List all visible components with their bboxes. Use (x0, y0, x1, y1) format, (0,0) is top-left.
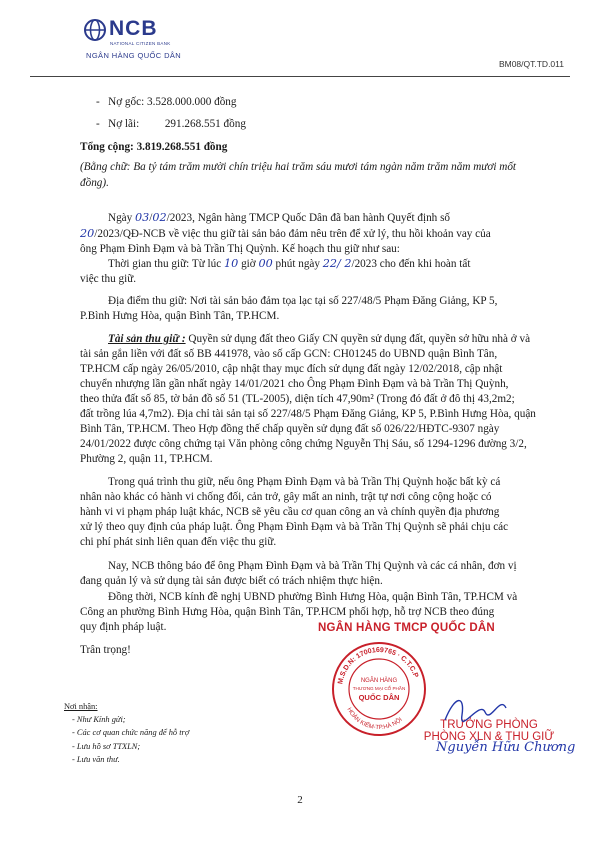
recipient-text: Lưu hồ sơ TTXLN; (76, 741, 141, 751)
total-label: Tổng cộng: (80, 141, 134, 153)
time-line2: việc thu giữ. (80, 273, 137, 285)
warning-line2: nhân nào khác có hành vi chống đối, cản trở, gây mất an ninh, trật tự nơi công cộng hoặc có (80, 491, 492, 503)
page-number: 2 (297, 794, 303, 806)
warning-line3: hành vi vi phạm pháp luật khác, NCB sẽ yêu cầu cơ quan công an và chính quyền địa phương (80, 506, 500, 518)
signatory-organization: NGÂN HÀNG TMCP QUỐC DÂN (318, 622, 495, 634)
bank-name: NGÂN HÀNG QUỐC DÂN (86, 51, 182, 60)
decision-line1 (108, 211, 450, 226)
decision-line3: ông Phạm Đình Đạm và bà Trần Thị Quỳnh. Kế hoạch thu giữ như sau: (80, 243, 400, 255)
interest-label: Nợ lãi: (108, 118, 140, 130)
total-row (80, 140, 227, 155)
principal-row: - Nợ gốc: 3.528.000.000 đồng (96, 96, 237, 108)
stamp-center-line1: NGÂN HÀNG (360, 678, 398, 684)
asset-line9: Phường 2, quận 11, TP.HCM. (80, 453, 213, 465)
amount-in-words-line1: (Bằng chữ: Ba tỷ tám trăm mười chín triệu hai trăm sáu mươi tám ngàn năm trăm năm mươi mốt (80, 161, 517, 173)
handwritten-month: 02 (152, 211, 167, 224)
recipients-block (64, 700, 264, 766)
hour-unit: giờ (241, 258, 256, 270)
recipient-text: Như Kính gửi; (76, 715, 126, 725)
header-divider (30, 76, 570, 77)
recipient-item: - Các cơ quan chức năng để hỗ trợ (72, 728, 190, 738)
asset-line1-text: Quyền sử dụng đất theo Giấy CN quyền sử dụng đất, quyền sở hữu nhà ở và (188, 333, 531, 345)
stamp-outer-text: M.S.D.N: 1700169765 · C.T.C.P (337, 646, 420, 685)
recipient-item: - Lưu văn thư. (72, 754, 120, 764)
asset-line3: TP.HCM cấp ngày 26/05/2010, cập nhật thay mục đích sử dụng đất ngày 12/02/2018, cập nhật (80, 363, 503, 375)
notice-line1: Nay, NCB thông báo để ông Phạm Đình Đạm và bà Trần Thị Quỳnh và các cá nhân, đơn vị (108, 560, 517, 572)
signatory-name: Nguyễn Hữu Chương (436, 740, 576, 755)
stamp-center-line2: THƯƠNG MẠI CỔ PHẦN (352, 686, 406, 691)
recipient-item: - Như Kính gửi; (72, 715, 126, 725)
decision-line2 (80, 227, 491, 242)
total-value: 3.819.268.551 đồng (136, 141, 228, 153)
asset-line1 (108, 332, 530, 347)
asset-heading: Tài sản thu giữ : (108, 333, 186, 345)
location-line2: P.Bình Hưng Hòa, quận Bình Tân, TP.HCM. (80, 310, 280, 322)
decision-day-prefix: Ngày (108, 212, 133, 224)
closing-greeting: Trân trọng! (80, 644, 131, 656)
handwritten-day: 03 (135, 211, 150, 224)
warning-line5: chi phí phát sinh liên quan đến việc thu giữ. (80, 536, 277, 548)
principal-value: 3.528.000.000 đồng (146, 96, 237, 108)
principal-label: Nợ gốc: (108, 96, 145, 108)
time-label: Thời gian thu giữ: Từ lúc (108, 258, 222, 270)
asset-line2: tài sản gắn liền với đất số BB 441978, vào số cấp GCN: CH01245 do UBND quận Bình Tân, (80, 348, 498, 360)
handwritten-signature (440, 690, 510, 730)
recipient-item: - Lưu hồ sơ TTXLN; (72, 741, 141, 751)
warning-line4: xử lý theo quy định của pháp luật. Ông Phạm Đình Đạm và bà Trần Thị Quỳnh sẽ phải chịu các (80, 521, 509, 533)
notice-line2: đang quản lý và sử dụng tài sản được biết có trách nhiệm thực hiện. (80, 575, 383, 587)
date-separator: / (149, 212, 153, 224)
recipients-list (64, 713, 264, 766)
document-code: BM08/QT.TD.011 (498, 59, 564, 69)
interest-value: 291.268.551 đồng (164, 118, 246, 130)
time-tail: /2023 cho đến khi hoàn tất (351, 258, 471, 270)
recipient-text: Lưu văn thư. (76, 754, 120, 764)
asset-line4: chuyển nhượng lần gần nhất ngày 14/01/2021 cho Ông Phạm Đình Đạm và bà Trần Thị Quỳnh, (80, 378, 509, 390)
request-line2: Công an phường Bình Hưng Hòa, quận Bình Tân, TP.HCM phối hợp, hỗ trợ NCB theo đúng (80, 606, 495, 618)
asset-line6: đất trồng lúa 4,7m2). Địa chỉ tài sản tại số 227/48/5 Phạm Đăng Giảng, KP 5, P.Bình Hưng Hòa, quận (80, 408, 536, 420)
amount-in-words-line2: đồng). (80, 177, 109, 189)
signatory-role-line2: PHÒNG XLN & THU GIỮ (423, 731, 555, 743)
recipient-text: Các cơ quan chức năng để hỗ trợ (76, 728, 190, 738)
asset-line8: 24/01/2022 được công chứng tại Văn phòng công chứng Nguyễn Thị Sáu, số 1294-1296 đường 3/2, (80, 438, 527, 450)
asset-line5: theo thửa đất số 85, tờ bản đồ số 51 (TL-2005), diện tích 47,90m² (Trong đó đất ở đô thị 43,2m2; (80, 393, 515, 405)
time-line1 (108, 257, 470, 272)
stamp-center-line3: QUỐC DÂN (358, 693, 400, 702)
warning-line1: Trong quá trình thu giữ, nếu ông Phạm Đình Đạm và bà Trần Thị Quỳnh hoặc bất kỳ cá (108, 476, 501, 488)
brand-wordmark: NCB (109, 17, 158, 40)
stamp-bottom-text: HOÀN KIẾM-TP.HÀ NỘI (345, 706, 404, 732)
ncb-globe-icon (84, 19, 106, 41)
request-line3: quy định pháp luật. (80, 621, 167, 633)
handwritten-hour: 10 (224, 257, 239, 270)
brand-subtitle: NATIONAL CITIZEN BANK (110, 41, 171, 46)
request-line1: Đồng thời, NCB kính đề nghị UBND phường Bình Hưng Hòa, quận Bình Tân, TP.HCM và (108, 591, 518, 603)
recipients-title: Nơi nhận: (64, 702, 98, 711)
location-line1: Địa điểm thu giữ: Nơi tài sản bảo đảm tọa lạc tại số 227/48/5 Phạm Đăng Giảng, KP 5, (108, 295, 498, 307)
minute-unit: phút ngày (275, 258, 320, 270)
decision-line1-rest: /2023, Ngân hàng TMCP Quốc Dân đã ban hành Quyết định số (166, 212, 451, 224)
interest-row: - Nợ lãi: 291.268.551 đồng (96, 118, 246, 130)
ncb-logo (84, 14, 244, 64)
handwritten-date: 22/ 2 (322, 257, 352, 270)
handwritten-decision-number: 20 (80, 227, 95, 240)
decision-line2-rest: /2023/QĐ-NCB về việc thu giữ tài sản bảo đảm nêu trên để xử lý, thu hồi khoản vay của (94, 228, 491, 240)
asset-line7: Bình Tân, TP.HCM. Theo Hợp đồng thế chấp quyền sử dụng đất số 026/22/HĐTC-9307 ngày (80, 423, 500, 435)
handwritten-minute: 00 (258, 257, 273, 270)
signatory-role-line1: TRƯỞNG PHÒNG (440, 719, 538, 731)
